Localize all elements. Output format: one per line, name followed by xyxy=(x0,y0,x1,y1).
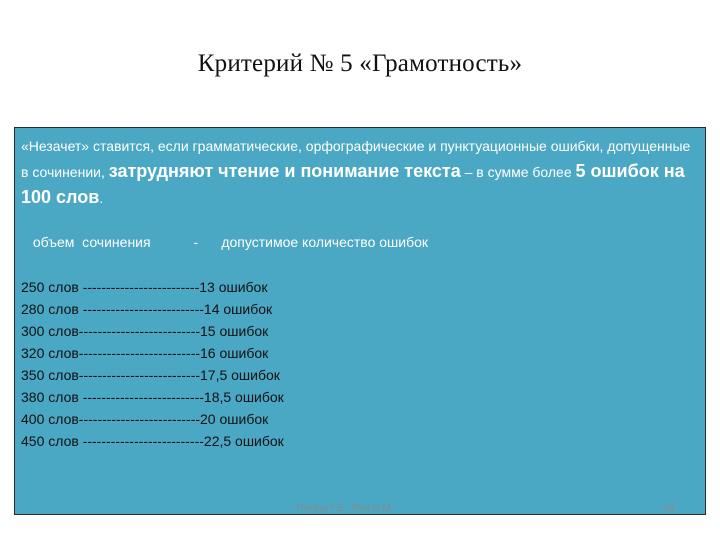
content-panel xyxy=(14,127,706,515)
paragraph-part-3: – в сумме более xyxy=(460,164,576,180)
slide-title: Критерий № 5 «Грамотность» xyxy=(197,50,523,77)
list-item: 380 слов --------------------------18,5 ошибок xyxy=(21,389,284,405)
list-item: 300 слов--------------------------15 ошибок xyxy=(21,323,269,339)
paragraph-part-5: . xyxy=(99,190,104,206)
list-item: 350 слов--------------------------17,5 ошибок xyxy=(21,367,280,383)
list-item: 400 слов--------------------------20 ошибок xyxy=(21,411,269,427)
table-header-line: объем сочинения - допустимое количество ошибок xyxy=(29,234,429,250)
list-item: 280 слов --------------------------14 ошибок xyxy=(21,301,273,317)
page-number: 48 xyxy=(664,503,676,514)
list-item: 450 слов --------------------------22,5 ошибок xyxy=(21,433,284,449)
list-item: 320 слов--------------------------16 ошибок xyxy=(21,345,269,361)
paragraph-part-1: «Незачет» ставится, если грамматические, орфографические и пунктуационные ошибки, допущенные в сочинении, xyxy=(21,138,691,180)
footer-authors: Петрук Г.Б., Рон И.М. xyxy=(296,503,394,514)
list-item: 250 слов -------------------------13 ошибок xyxy=(21,279,268,295)
criterion-paragraph xyxy=(21,134,701,211)
paragraph-emphasis-1: затрудняют чтение и понимание текста xyxy=(108,161,461,181)
error-limit-list xyxy=(21,276,284,452)
paragraph-emphasis-2: 5 ошибок на 100 слов xyxy=(21,161,685,207)
